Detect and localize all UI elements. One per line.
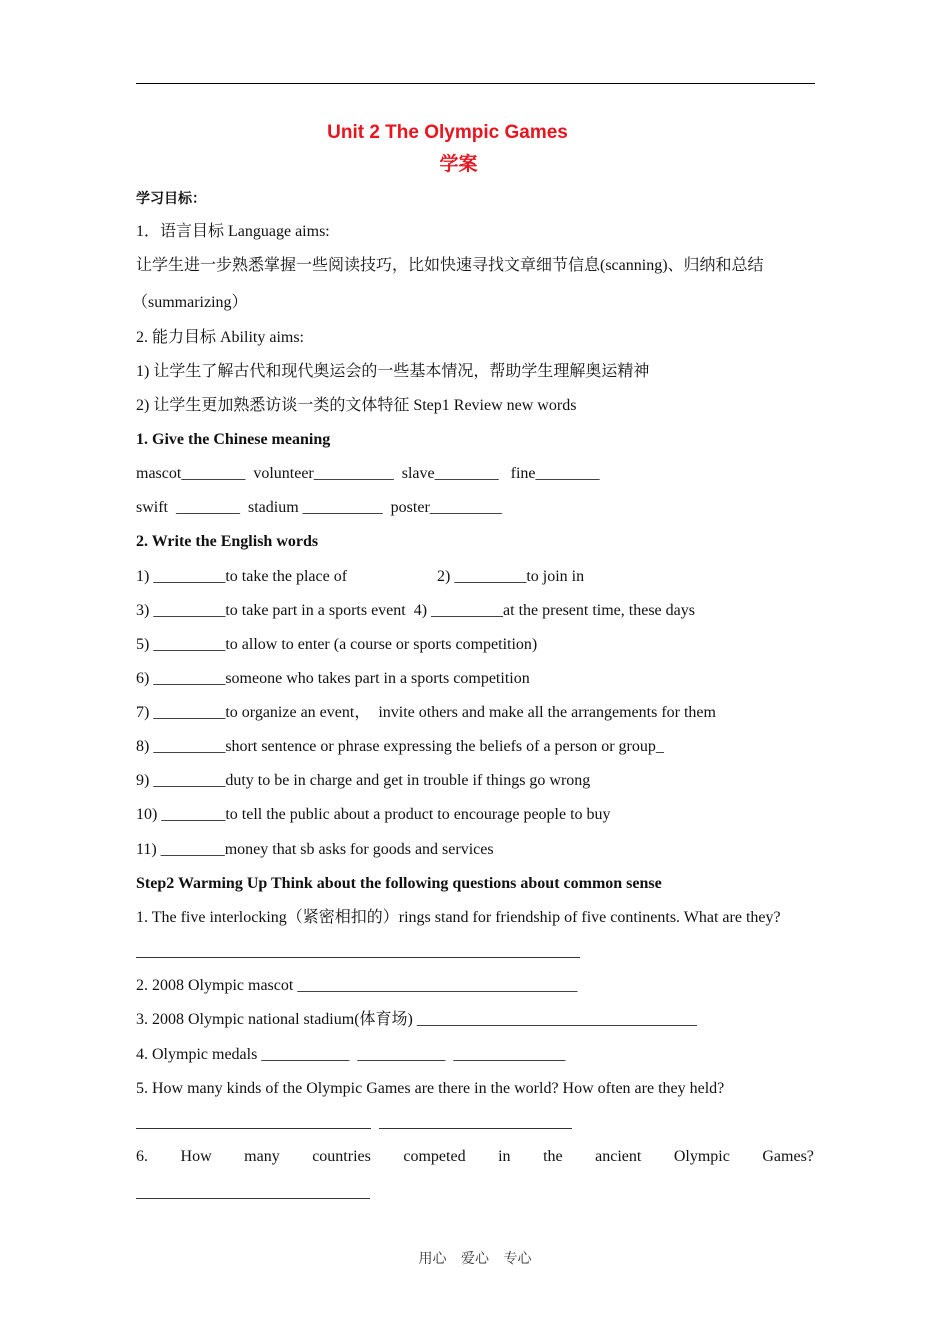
- word-item-9: 9) _________duty to be in charge and get in trouble if things go wrong: [136, 772, 591, 789]
- word-item-7: 7) _________to organize an event， invite others and make all the arrangements for them: [136, 704, 716, 721]
- ability-item-2: 2) 让学生更加熟悉访谈一类的文体特征 Step1 Review new words: [136, 397, 577, 414]
- q6-word: competed: [403, 1148, 466, 1165]
- answer-line-1: [136, 957, 580, 958]
- q6-word: Games?: [762, 1148, 814, 1165]
- word-item-3-4: 3) _________to take part in a sports event 4) _________at the present time, these days: [136, 602, 695, 619]
- page-title: Unit 2 The Olympic Games: [327, 122, 568, 143]
- q6-word: the: [543, 1148, 563, 1165]
- word-item-8: 8) _________short sentence or phrase expressing the beliefs of a person or group_: [136, 738, 664, 755]
- ability-aim: 2. 能力目标 Ability aims:: [136, 329, 305, 346]
- vocab-row-1: mascot________ volunteer__________ slave________ fine________: [136, 465, 600, 482]
- q6-word: in: [498, 1148, 511, 1165]
- word-item-10: 10) ________to tell the public about a product to encourage people to buy: [136, 806, 611, 823]
- q6-word: Olympic: [673, 1148, 730, 1165]
- question-3: 3. 2008 Olympic national stadium(体育场) ___________________________________: [136, 1011, 697, 1028]
- vocab-row-2: swift ________ stadium __________ poster_________: [136, 499, 502, 516]
- ability-item-1: 1) 让学生了解古代和现代奥运会的一些基本情况，帮助学生理解奥运精神: [136, 363, 650, 380]
- language-aim-desc: 让学生进一步熟悉掌握一些阅读技巧，比如快速寻找文章细节信息(scanning)、归纳和总结: [136, 257, 764, 274]
- word-item-6: 6) _________someone who takes part in a sports competition: [136, 670, 530, 687]
- word-item-1: 1) _________to take the place of: [136, 568, 348, 585]
- header-rule: [136, 83, 815, 84]
- page-subtitle: 学案: [439, 153, 478, 175]
- question-2: 2. 2008 Olympic mascot ___________________________________: [136, 977, 578, 994]
- q6-word: ancient: [595, 1148, 642, 1165]
- step2-heading: Step2 Warming Up Think about the following questions about common sense: [136, 875, 662, 892]
- section-1-heading: 1. Give the Chinese meaning: [136, 431, 331, 448]
- q6-word: many: [244, 1148, 280, 1165]
- q6-word: 6.: [136, 1148, 148, 1165]
- answer-line-6: [136, 1198, 370, 1199]
- answer-line-5a: [136, 1128, 371, 1129]
- objectives-heading: 学习目标：: [136, 191, 206, 207]
- word-item-2: 2) _________to join in: [437, 568, 585, 585]
- question-6: [136, 1147, 814, 1167]
- language-aim-desc-cont: （summarizing）: [132, 294, 248, 311]
- page-footer: 用心 爱心 专心: [418, 1251, 532, 1267]
- section-2-heading: 2. Write the English words: [136, 533, 319, 550]
- word-item-11: 11) ________money that sb asks for goods and services: [136, 841, 494, 858]
- q6-word: How: [180, 1148, 212, 1165]
- question-5: 5. How many kinds of the Olympic Games are there in the world? How often are they held?: [136, 1080, 725, 1097]
- answer-line-5b: [379, 1128, 572, 1129]
- word-item-5: 5) _________to allow to enter (a course or sports competition): [136, 636, 538, 653]
- language-aim: 1．语言目标 Language aims:: [136, 223, 330, 240]
- question-1: 1. The five interlocking（紧密相扣的）rings stand for friendship of five continents. What are they?: [136, 909, 781, 926]
- question-4: 4. Olympic medals ___________ ___________ ______________: [136, 1046, 566, 1063]
- q6-word: countries: [312, 1148, 371, 1165]
